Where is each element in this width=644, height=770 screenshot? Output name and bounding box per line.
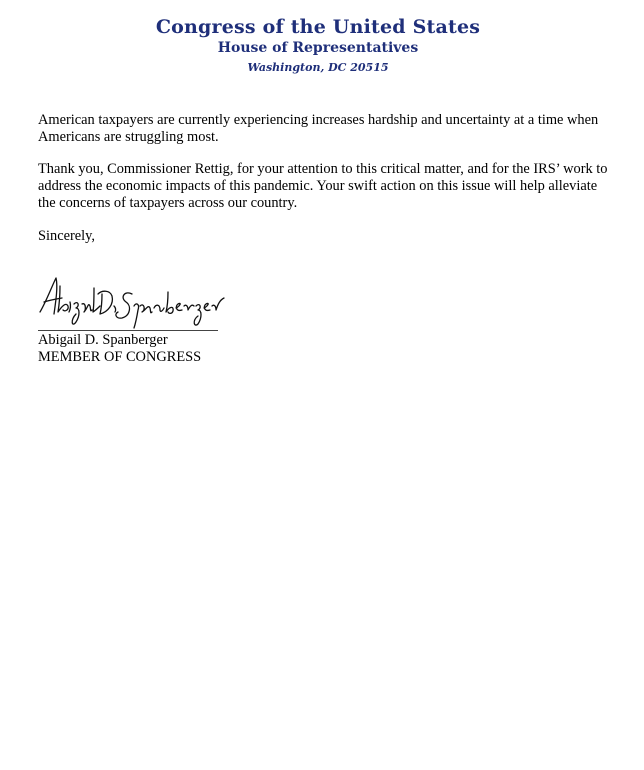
handwritten-signature [36,272,226,332]
signer-name: Abigail D. Spanberger [38,332,168,348]
body-paragraph-1: American taxpayers are currently experiencing increases hardship and uncertainty at a time when Americans are struggling most. [38,112,599,145]
body-paragraph-2: Thank you, Commissioner Rettig, for your attention to this critical matter, and for the IRS’ work to address the economic impacts of this pandemic. Your swift action on this issue will help alleviate the concerns of taxpayers across our country. [38,161,608,211]
closing: Sincerely, [38,228,96,244]
letterhead-address: Washington, DC 20515 [247,61,389,74]
signature-line [38,330,218,331]
letterhead-house: House of Representatives [217,40,419,56]
signer-title: MEMBER OF CONGRESS [38,349,202,365]
letterhead-congress: Congress of the United States [155,16,481,38]
